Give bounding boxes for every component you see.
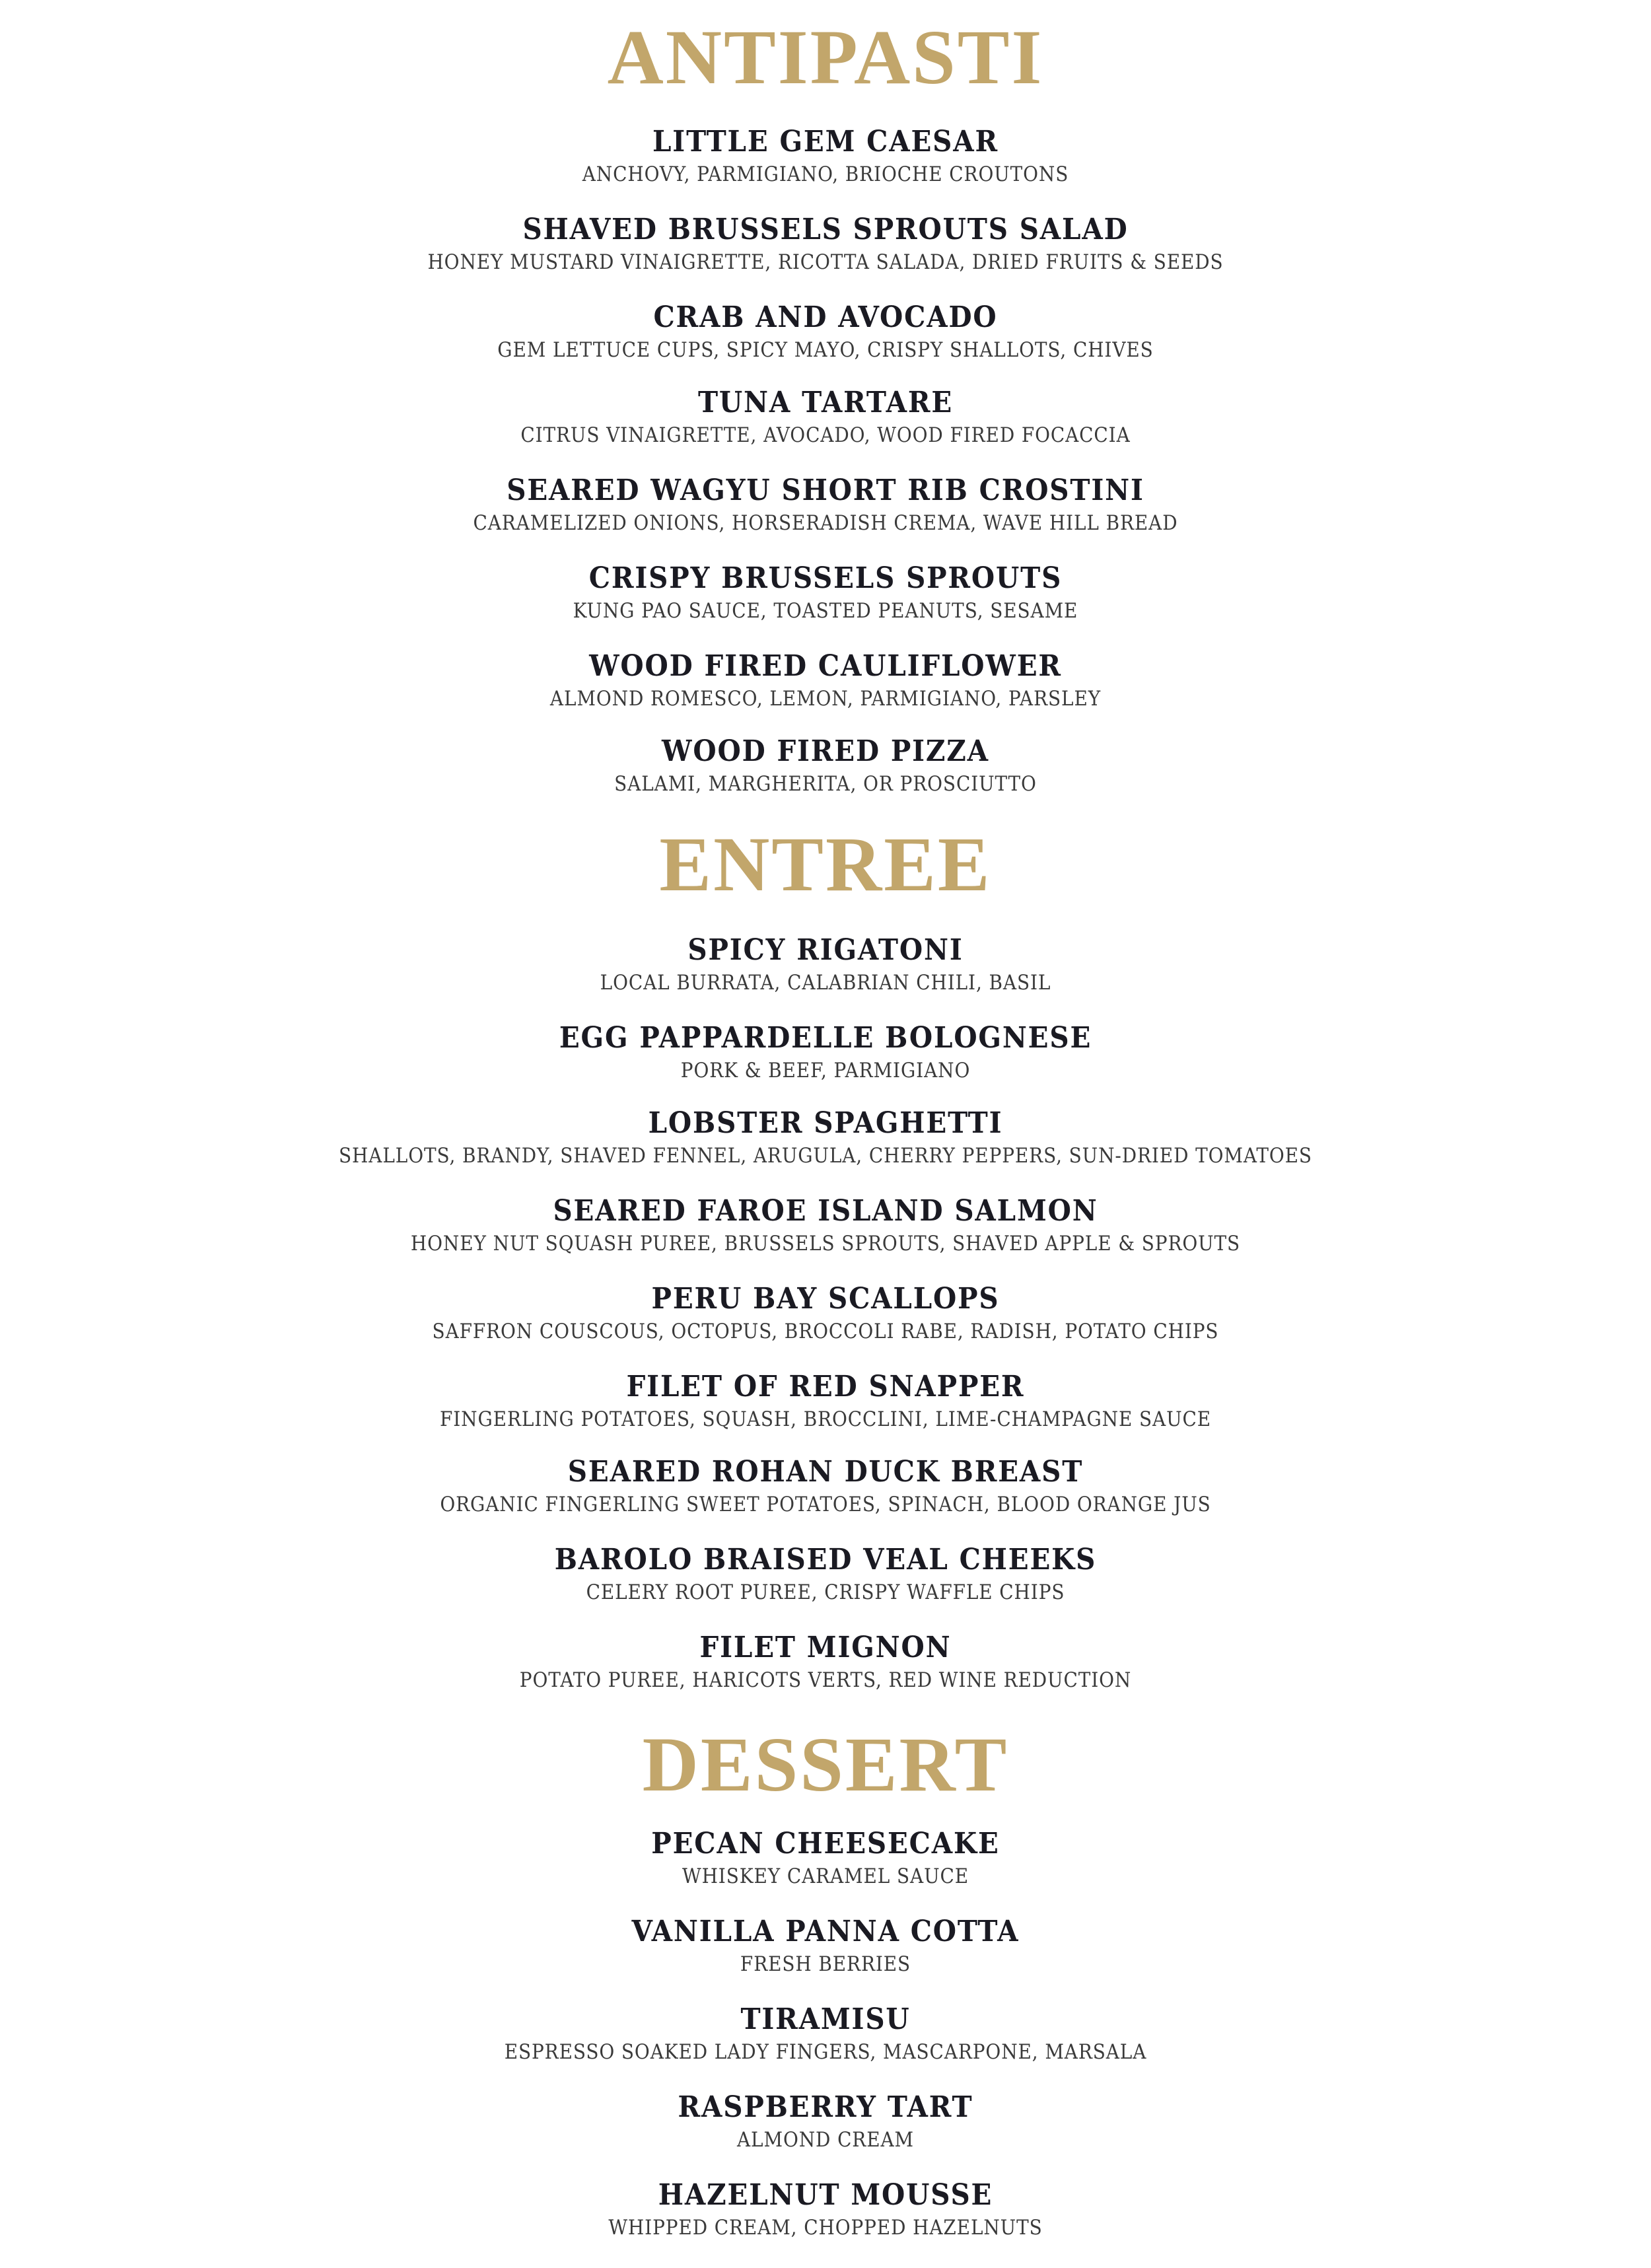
item-name: FILET OF RED SNAPPER xyxy=(626,1370,1025,1403)
item-name: LOBSTER SPAGHETTI xyxy=(648,1106,1003,1140)
item-name: SEARED ROHAN DUCK BREAST xyxy=(567,1455,1084,1489)
item-name: WOOD FIRED CAULIFLOWER xyxy=(589,649,1062,683)
menu-item xyxy=(0,300,1651,365)
menu-item xyxy=(0,1914,1651,1979)
section-title-antipasti: ANTIPASTI xyxy=(607,14,1044,100)
item-name: SEARED FAROE ISLAND SALMON xyxy=(553,1194,1098,1228)
item-name: RASPBERRY TART xyxy=(678,2090,973,2124)
section-title-entree: ENTREE xyxy=(659,821,992,907)
item-description: PORK & BEEF, PARMIGIANO xyxy=(680,1059,971,1082)
item-description: POTATO PUREE, HARICOTS VERTS, RED WINE REDUCTION xyxy=(519,1668,1132,1692)
menu-item xyxy=(0,2178,1651,2242)
item-name: SPICY RIGATONI xyxy=(687,933,964,967)
item-description: SALAMI, MARGHERITA, OR PROSCIUTTO xyxy=(614,772,1037,796)
menu-item xyxy=(0,124,1651,189)
menu-item xyxy=(0,1369,1651,1434)
item-description: LOCAL BURRATA, CALABRIAN CHILI, BASIL xyxy=(600,971,1051,995)
item-description: WHIPPED CREAM, CHOPPED HAZELNUTS xyxy=(608,2216,1043,2240)
menu-item xyxy=(0,734,1651,798)
item-name: FILET MIGNON xyxy=(699,1631,952,1664)
item-name: VANILLA PANNA COTTA xyxy=(631,1915,1020,1948)
item-name: CRISPY BRUSSELS SPROUTS xyxy=(588,561,1063,595)
menu-item xyxy=(0,1020,1651,1085)
item-description: KUNG PAO SAUCE, TOASTED PEANUTS, SESAME xyxy=(573,599,1078,623)
item-name: EGG PAPPARDELLE BOLOGNESE xyxy=(559,1021,1092,1055)
menu-item xyxy=(0,2090,1651,2154)
menu-item xyxy=(0,1542,1651,1607)
item-description: ALMOND CREAM xyxy=(736,2128,915,2152)
menu-item xyxy=(0,385,1651,450)
menu-item xyxy=(0,212,1651,277)
menu-item xyxy=(0,1826,1651,1891)
menu-item xyxy=(0,1454,1651,1519)
item-description: ANCHOVY, PARMIGIANO, BRIOCHE CROUTONS xyxy=(582,162,1069,186)
item-description: CELERY ROOT PUREE, CRISPY WAFFLE CHIPS xyxy=(586,1580,1065,1604)
item-description: CITRUS VINAIGRETTE, AVOCADO, WOOD FIRED FOCACCIA xyxy=(520,423,1131,447)
item-name: CRAB AND AVOCADO xyxy=(653,301,998,334)
item-description: HONEY MUSTARD VINAIGRETTE, RICOTTA SALADA, DRIED FRUITS & SEEDS xyxy=(427,250,1224,274)
menu-item xyxy=(0,649,1651,713)
menu-item xyxy=(0,1106,1651,1170)
menu-item xyxy=(0,933,1651,997)
item-description: HONEY NUT SQUASH PUREE, BRUSSELS SPROUTS, SHAVED APPLE & SPROUTS xyxy=(410,1232,1241,1256)
item-name: WOOD FIRED PIZZA xyxy=(662,734,989,768)
item-name: HAZELNUT MOUSSE xyxy=(658,2178,993,2212)
item-name: SHAVED BRUSSELS SPROUTS SALAD xyxy=(522,213,1129,246)
item-description: WHISKEY CARAMEL SAUCE xyxy=(682,1864,969,1888)
item-name: PERU BAY SCALLOPS xyxy=(651,1282,1000,1316)
menu-item xyxy=(0,473,1651,538)
menu-item xyxy=(0,1193,1651,1258)
menu-item xyxy=(0,1281,1651,1346)
item-name: SEARED WAGYU SHORT RIB CROSTINI xyxy=(507,474,1144,507)
item-name: PECAN CHEESECAKE xyxy=(651,1827,1000,1860)
section-title-dessert: DESSERT xyxy=(642,1721,1009,1808)
menu-item xyxy=(0,2002,1651,2067)
item-description: ESPRESSO SOAKED LADY FINGERS, MASCARPONE, MARSALA xyxy=(504,2040,1147,2064)
item-description: FINGERLING POTATOES, SQUASH, BROCCLINI, LIME-CHAMPAGNE SAUCE xyxy=(439,1407,1212,1431)
item-description: ORGANIC FINGERLING SWEET POTATOES, SPINACH, BLOOD ORANGE JUS xyxy=(440,1493,1211,1516)
item-name: TIRAMISU xyxy=(740,2002,911,2036)
menu-item xyxy=(0,1630,1651,1695)
item-name: TUNA TARTARE xyxy=(697,386,954,419)
item-name: LITTLE GEM CAESAR xyxy=(652,125,999,159)
item-description: ALMOND ROMESCO, LEMON, PARMIGIANO, PARSLEY xyxy=(549,687,1102,711)
item-description: GEM LETTUCE CUPS, SPICY MAYO, CRISPY SHALLOTS, CHIVES xyxy=(497,338,1154,362)
item-description: FRESH BERRIES xyxy=(740,1952,911,1976)
item-description: CARAMELIZED ONIONS, HORSERADISH CREMA, WAVE HILL BREAD xyxy=(473,511,1178,535)
item-description: SHALLOTS, BRANDY, SHAVED FENNEL, ARUGULA, CHERRY PEPPERS, SUN-DRIED TOMATOES xyxy=(339,1144,1312,1168)
item-name: BAROLO BRAISED VEAL CHEEKS xyxy=(554,1543,1097,1577)
item-description: SAFFRON COUSCOUS, OCTOPUS, BROCCOLI RABE, RADISH, POTATO CHIPS xyxy=(432,1320,1219,1343)
menu-item xyxy=(0,561,1651,625)
